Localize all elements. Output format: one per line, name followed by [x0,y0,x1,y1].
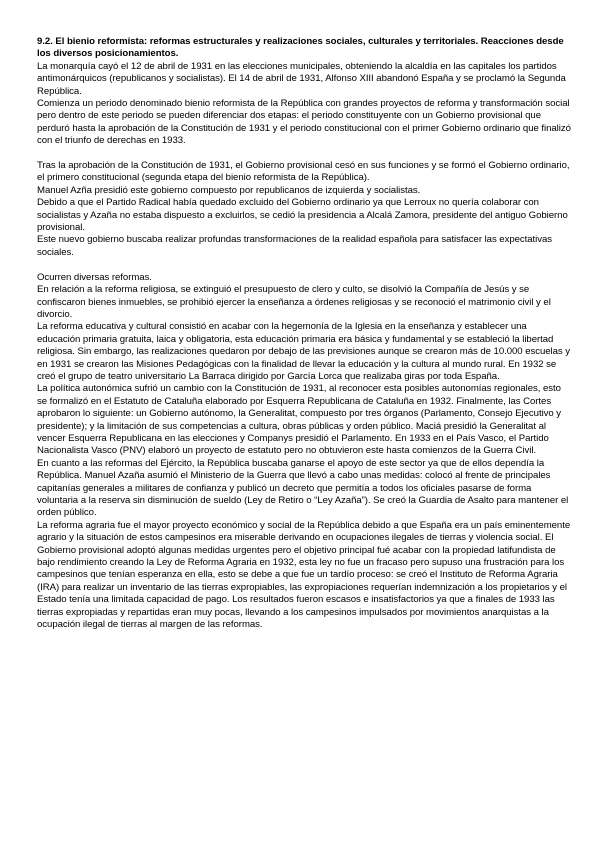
paragraph-spacer [37,148,572,160]
paragraph-azana-government: Manuel Azña presidió este gobierno compuesto por republicanos de izquierda y socialistas. [37,184,421,196]
paragraph-reformist-biennium: Comienza un periodo denominado bienio reformista de la República con grandes proyectos de reforma y transformación social pero dentro de este periodo se pueden diferenciar dos etapas: el periodo constituyente con un Gobierno provisional que perduró hasta la aprobación de la Constitución de 1931 y el periodo constitucional con el primer Gobierno ordinario que finalizó con el triunfo de derechas en 1933. [37,98,571,147]
paragraph-ordinary-government: Tras la aprobación de la Constitución de 1931, el Gobierno provisional cesó en sus funciones y se formó el Gobierno ordinario, el primero constitucional (segunda etapa del bienio reformista de la República). [37,160,570,184]
paragraph-monarchy-fall: La monarquía cayó el 12 de abril de 1931 en las elecciones municipales, obteniendo la alcaldía en las capitales los partidos antimonárquicos (republicanos y socialistas). El 14 de abril de 1931, Alfonso XIII abandonó España y se proclamó la Segunda República. [37,60,566,97]
paragraph-reforms-intro: Ocurren diversas reformas. [37,271,152,283]
paragraph-agrarian-reform: La reforma agraria fue el mayor proyecto económico y social de la República debido a que España era un país eminentemente agrario y la situación de estos campesinos era miserable derivando en ocupaciones ilegales de tierras y violencia social. El Gobierno provisional adoptó algunas medidas urgentes pero el objetivo principal fué acabar con la propiedad latifundista de bajo rendimiento creando la Ley de Reforma Agraria en 1932, esta ley no fue un fracaso pero supuso una frustración para los campesinos que tenían esperanza en ella, esto se debe a que fue un tardío proceso: se creó el Instituto de Reforma Agraria (IRA) para realizar un inventario de las tierras expropiables, las expropiaciones requerían indemnización a los propietarios y el Estado tenía una limitada capacidad de pago. Los resultados fueron escasos e insatisfactorios ya que a finales de 1933 las tierras expropiadas y repartidas eran muy pocas, llevando a los campesinos impulsados por movimientos anarquistas a la ocupación ilegal de tierras al margen de las reformas. [37,519,571,631]
paragraph-education-reform: La reforma educativa y cultural consistió en acabar con la hegemonía de la Iglesia en la enseñanza y establecer una educación primaria gratuita, laica y obligatoria, esta educación primaria era básica y fundamental y se estableció la libertad religiosa. Sin embargo, las realizaciones quedaron por debajo de las previsiones aunque se crearon más de 10.000 escuelas y en 1931 se crearon las Misiones Pedagógicas con la finalidad de llevar la educación y la cultura al mundo rural. En 1932 se creó el grupo de teatro universitario La Barraca dirigido por García Lorca que realizaba giras por toda España. [37,321,571,382]
paragraph-autonomy-policy: La política autonómica sufrió un cambio con la Constitución de 1931, al reconocer esta posibles autonomías regionales, esto se formalizó en el Estatuto de Cataluña elaborado por Esquerra Republicana de Cataluña en 1932. Finalmente, las Cortes aprobaron lo siguiente: un Gobierno autónomo, la Generalitat, compuesto por tres órganos (Parlamento, Consejo Ejecutivo y presidente); y la limitación de sus competencias a cultura, obras públicas y orden público. Maciá presidió la Generalitat al vencer Esquerra Republicana en las elecciones y Companys presidió el Parlamento. En 1933 en el País Vasco, el Partido Nacionalista Vasco (PNV) elaboró un proyecto de estatuto pero no obtuvieron este hasta comienzos de la Guerra Civil. [37,383,562,457]
paragraph-spacer [37,259,572,271]
paragraph-radical-party: Debido a que el Partido Radical había quedado excluido del Gobierno ordinario ya que Lerroux no quería colaborar con socialistas y Azaña no estaba dispuesto a excluirlos, se cedió la presidencia a Alcalá Zamora, presidente del antiguo Gobierno provisional. [37,197,568,234]
paragraph-new-government-goals: Este nuevo gobierno buscaba realizar profundas transformaciones de la realidad española para satisfacer las expectativas sociales. [37,234,553,258]
paragraph-army-reform: En cuanto a las reformas del Ejército, la República buscaba ganarse el apoyo de este sector ya que de ellos dependía la República. Manuel Azaña asumió el Ministerio de la Guerra que llevó a cabo unas medidas: colocó al frente de principales capitanías generales a militares de confianza y publicó un decreto que permitía a todos los oficiales pasarse de forma voluntaria a la reserva sin disminución de sueldo (Ley de Retiro o “Ley Azaña”). Se creó la Guardia de Asalto para mantener el orden público. [37,457,569,519]
paragraph-religious-reform: En relación a la reforma religiosa, se extinguió el presupuesto de clero y culto, se disolvió la Compañía de Jesús y se confiscaron bienes inmuebles, se prohibió ejercer la enseñanza a órdenes religiosas y se reconoció el matrimonio civil y el divorcio. [37,284,551,320]
section-title: 9.2. El bienio reformista: reformas estructurales y realizaciones sociales, culturales y territoriales. Reacciones desde los diversos posicionamientos. [37,36,564,60]
